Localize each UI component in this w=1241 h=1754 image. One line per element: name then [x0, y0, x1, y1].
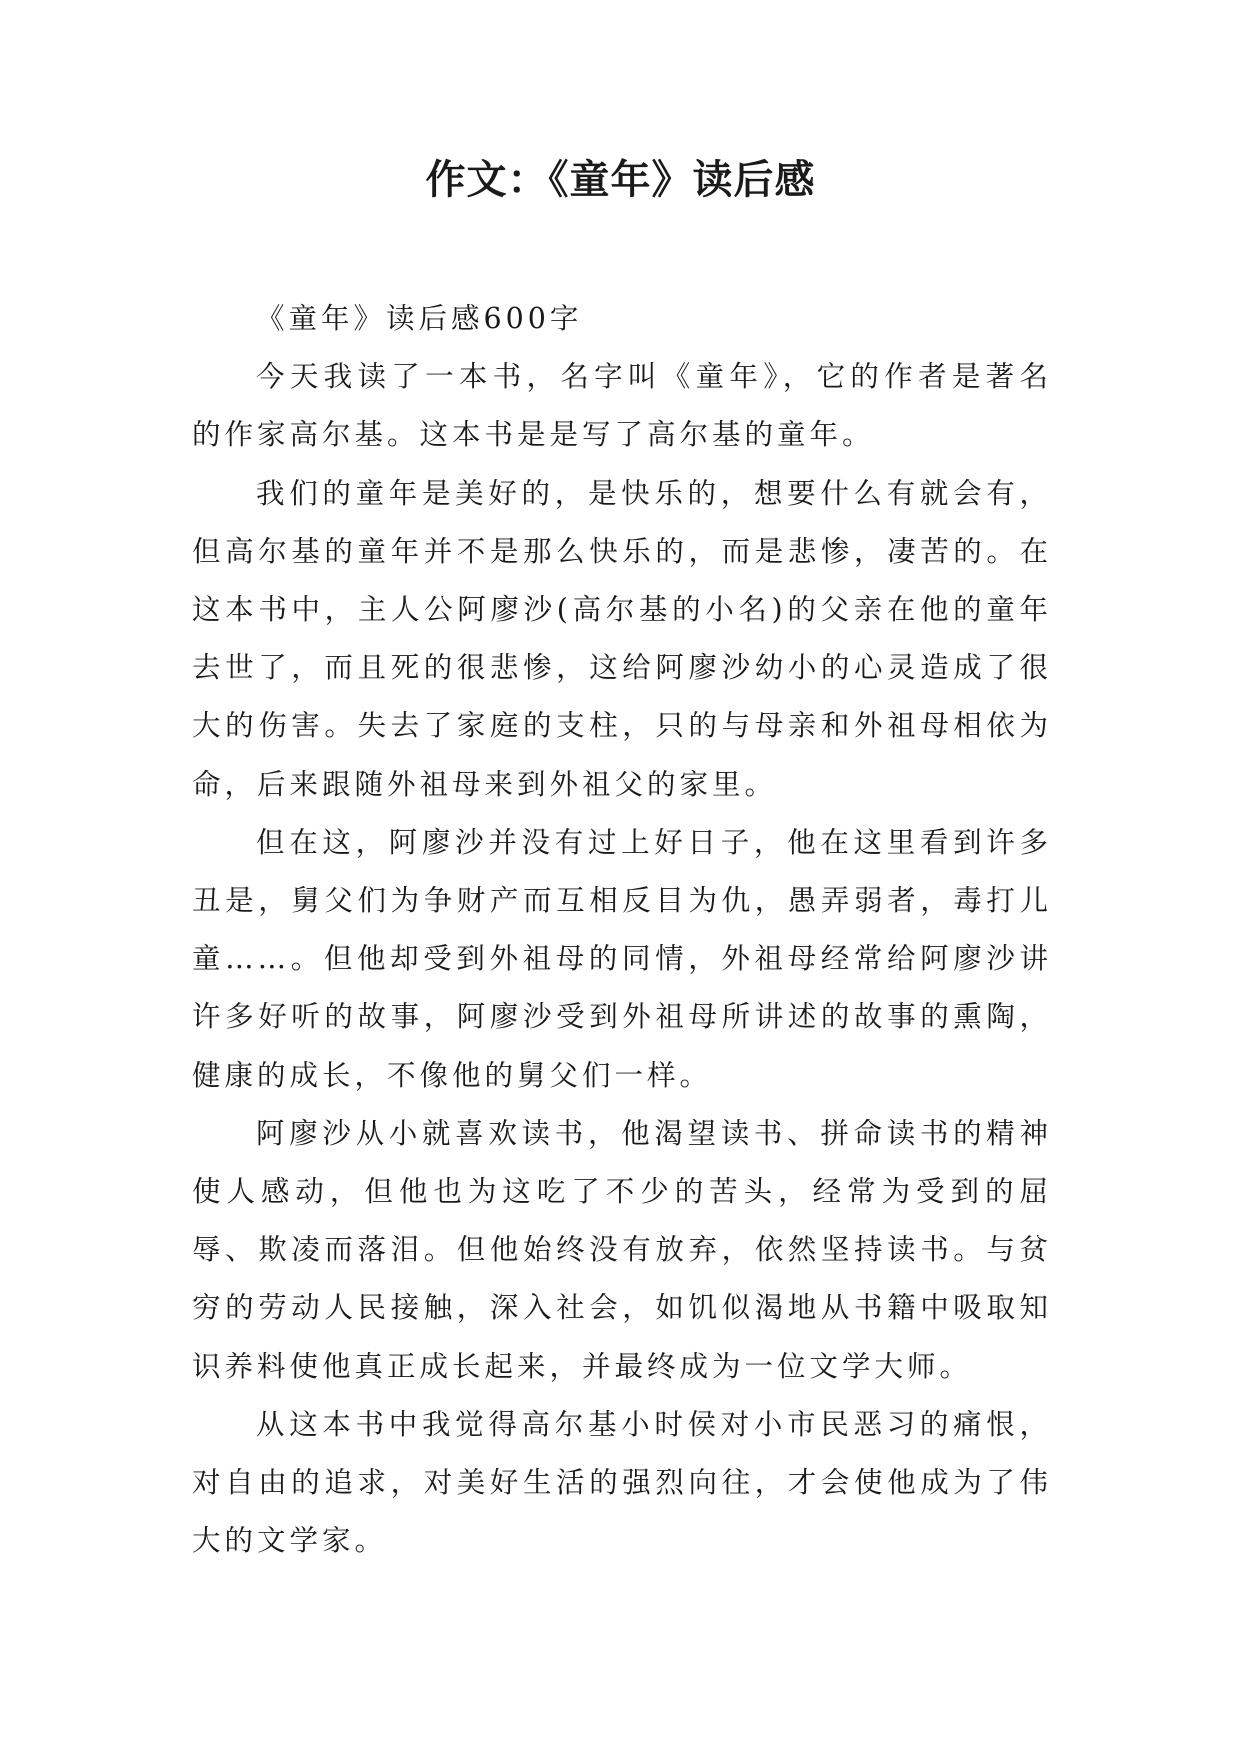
subtitle-paragraph: 《童年》读后感600字 — [256, 302, 583, 335]
body-paragraph: 我们的童年是美好的，是快乐的，想要什么有就会有，但高尔基的童年并不是那么快乐的，而是悲惨，凄苦的。在这本书中，主人公阿廖沙(高尔基的小名)的父亲在他的童年去世了，而且死的很悲惨，这给阿廖沙幼小的心灵造成了很大的伤害。失去了家庭的支柱，只的与母亲和外祖母相依为命，后来跟随外祖母来到外祖父的家里。 — [192, 476, 1052, 801]
body-paragraph: 但在这，阿廖沙并没有过上好日子，他在这里看到许多丑是，舅父们为争财产而互相反目为仇，愚弄弱者，毒打儿童……。但他却受到外祖母的同情，外祖母经常给阿廖沙讲许多好听的故事，阿廖沙受到外祖母所讲述的故事的熏陶，健康的成长，不像他的舅父们一样。 — [192, 825, 1052, 1092]
document-title: 作文：《童年》读后感 — [425, 157, 816, 203]
body-paragraph: 阿廖沙从小就喜欢读书，他渴望读书、拼命读书的精神使人感动，但他也为这吃了不少的苦头，经常为受到的屈辱、欺凌而落泪。但他始终没有放弃，依然坚持读书。与贫穷的劳动人民接触，深入社会，如饥似渴地从书籍中吸取知识养料使他真正成长起来，并最终成为一位文学大师。 — [192, 1116, 1052, 1383]
body-paragraph: 从这本书中我觉得高尔基小时侯对小市民恶习的痛恨，对自由的追求，对美好生活的强烈向往，才会使他成为了伟大的文学家。 — [192, 1407, 1052, 1558]
body-paragraph: 今天我读了一本书，名字叫《童年》，它的作者是著名的作家高尔基。这本书是是写了高尔基的童年。 — [192, 360, 1052, 452]
document-body — [192, 290, 1052, 1570]
